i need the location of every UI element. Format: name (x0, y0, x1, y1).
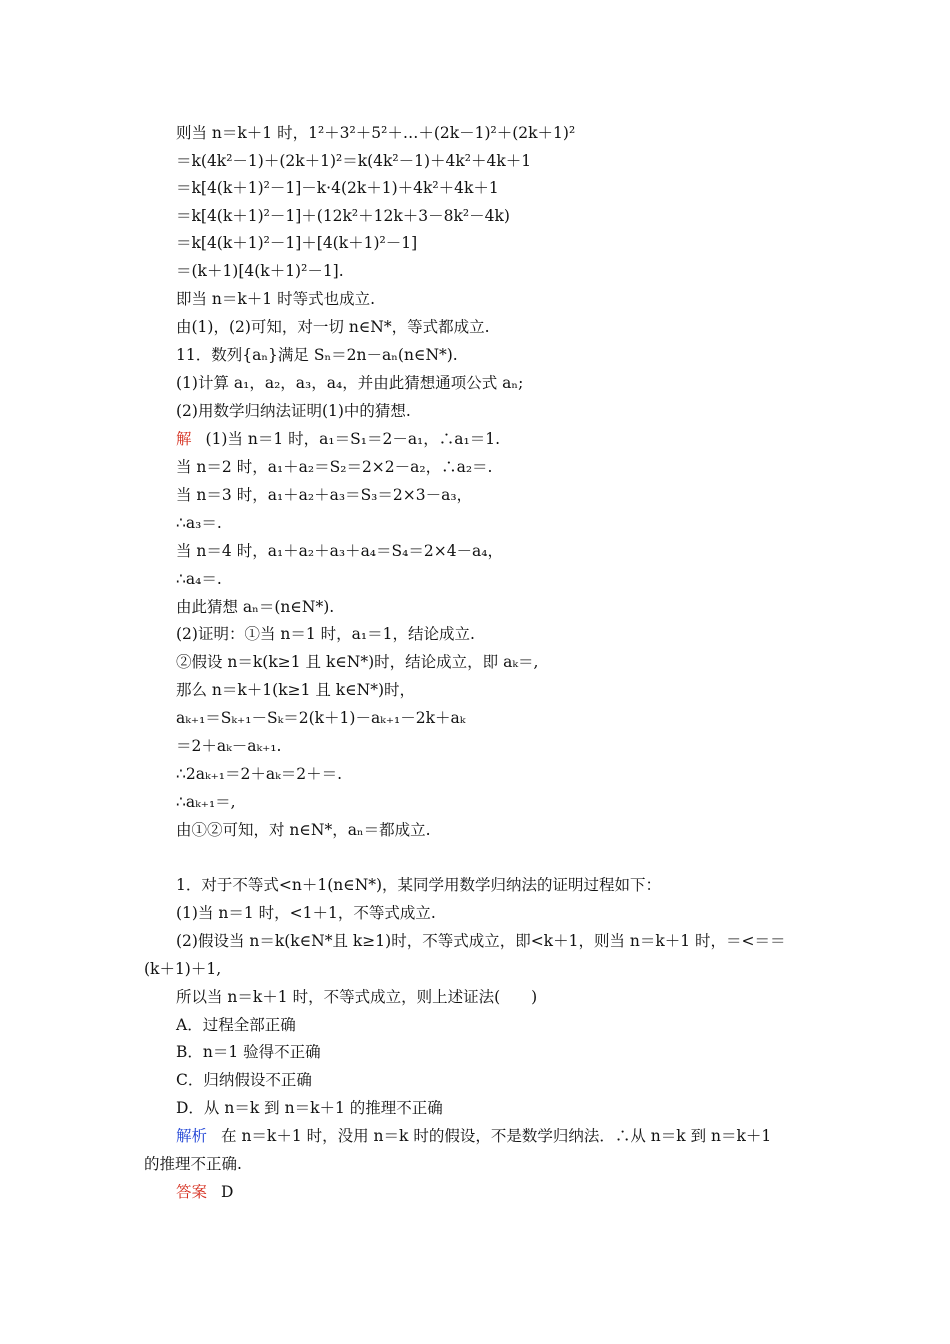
text-line: (k＋1)＋1, (144, 960, 222, 978)
text-line: 由①②可知，对 n∈N*，aₙ＝都成立. (176, 821, 431, 839)
answer-value: D (221, 1183, 234, 1201)
text-line: ∴a₃＝. (176, 514, 222, 532)
problem-11-title: 11．数列{aₙ}满足 Sₙ＝2n－aₙ(n∈N*). (176, 346, 458, 364)
analysis-tag: 解析 (176, 1127, 208, 1145)
text-line: 当 n＝3 时，a₁＋a₂＋a₃＝S₃＝2×3－a₃， (176, 486, 473, 504)
text-line: 由(1)，(2)可知，对一切 n∈N*，等式都成立. (176, 318, 490, 336)
answer-tag: 答案 (176, 1183, 208, 1201)
solution-line (176, 429, 500, 449)
analysis-text: 在 n＝k＋1 时，没用 n＝k 时的假设，不是数学归纳法．∴从 n＝k 到 n＝k＋1 (221, 1127, 772, 1145)
solution-text: (1)当 n＝1 时，a₁＝S₁＝2－a₁，∴a₁＝1. (205, 430, 501, 448)
text-line: (2)假设当 n＝k(k∈N*且 k≥1)时，不等式成立，即<k＋1，则当 n＝k＋1 时，＝<＝＝ (176, 932, 786, 950)
text-line: ＝k(4k²－1)＋(2k＋1)²＝k(4k²－1)＋4k²＋4k＋1 (176, 152, 532, 170)
question-1-title: 1．对于不等式<n＋1(n∈N*)，某同学用数学归纳法的证明过程如下： (176, 876, 662, 894)
option-c: C．归纳假设不正确 (176, 1071, 312, 1089)
analysis-line (176, 1126, 771, 1146)
text-line: 当 n＝4 时，a₁＋a₂＋a₃＋a₄＝S₄＝2×4－a₄， (176, 542, 504, 560)
analysis-text-cont: 的推理不正确. (144, 1155, 242, 1173)
option-a: A．过程全部正确 (176, 1016, 296, 1034)
text-line: (2)用数学归纳法证明(1)中的猜想. (176, 402, 411, 420)
text-line: 即当 n＝k＋1 时等式也成立. (176, 290, 376, 308)
text-line: ＝k[4(k＋1)²－1]＋[4(k＋1)²－1] (176, 234, 418, 252)
text-line: (2)证明：①当 n＝1 时，a₁＝1，结论成立. (176, 625, 475, 643)
text-line: ＝2＋aₖ－aₖ₊₁. (176, 737, 282, 755)
text-line: ②假设 n＝k(k≥1 且 k∈N*)时，结论成立，即 aₖ＝, (176, 653, 539, 671)
text-line: ∴a₄＝. (176, 570, 222, 588)
text-line: 那么 n＝k＋1(k≥1 且 k∈N*)时， (176, 681, 416, 699)
text-line: 所以当 n＝k＋1 时，不等式成立，则上述证法( ) (176, 988, 538, 1006)
text-line: ＝k[4(k＋1)²－1]－k·4(2k＋1)＋4k²＋4k＋1 (176, 179, 499, 197)
option-b: B．n＝1 验得不正确 (176, 1043, 321, 1061)
text-line: ∴aₖ₊₁＝, (176, 793, 236, 811)
option-d: D．从 n＝k 到 n＝k＋1 的推理不正确 (176, 1099, 443, 1117)
text-line: 由此猜想 aₙ＝(n∈N*). (176, 598, 335, 616)
text-line: 当 n＝2 时，a₁＋a₂＝S₂＝2×2－a₂，∴a₂＝. (176, 458, 493, 476)
text-line: 则当 n＝k＋1 时，1²＋3²＋5²＋…＋(2k－1)²＋(2k＋1)² (176, 124, 576, 142)
answer-line (176, 1182, 233, 1202)
text-line: (1)计算 a₁，a₂，a₃，a₄，并由此猜想通项公式 aₙ; (176, 374, 524, 392)
text-line: aₖ₊₁＝Sₖ₊₁－Sₖ＝2(k＋1)－aₖ₊₁－2k＋aₖ (176, 709, 466, 727)
text-line: ＝(k＋1)[4(k＋1)²－1]. (176, 262, 344, 280)
text-line: ＝k[4(k＋1)²－1]＋(12k²＋12k＋3－8k²－4k) (176, 207, 510, 225)
text-line: ∴2aₖ₊₁＝2＋aₖ＝2＋＝. (176, 765, 343, 783)
text-line: (1)当 n＝1 时，<1＋1，不等式成立. (176, 904, 436, 922)
solution-tag: 解 (176, 430, 192, 448)
